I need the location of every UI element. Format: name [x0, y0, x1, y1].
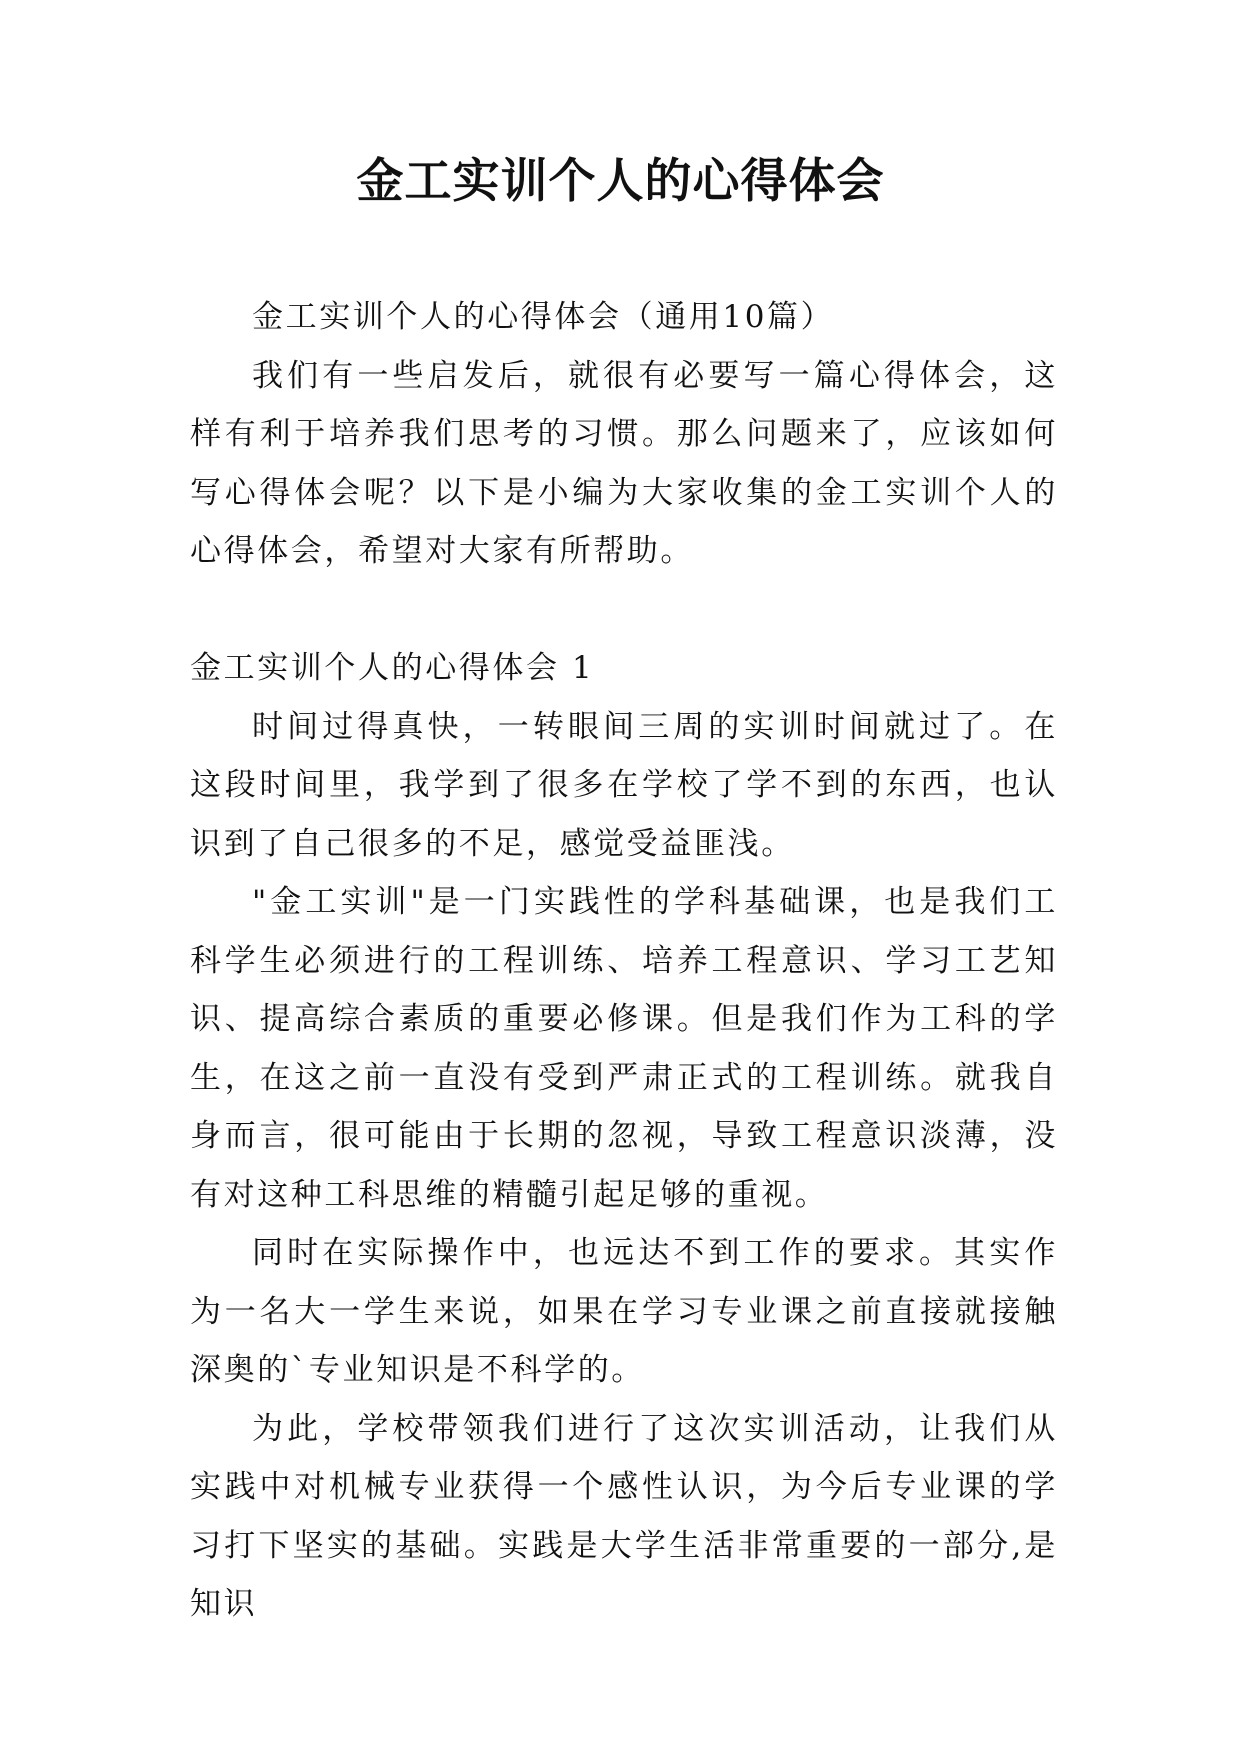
body-paragraph: 同时在实际操作中，也远达不到工作的要求。其实作为一名大一学生来说，如果在学习专业课之前直接就接触深奥的`专业知识是不科学的。	[190, 1235, 1058, 1388]
subtitle-paragraph: 金工实训个人的心得体会（通用10篇）	[252, 299, 835, 335]
body-paragraph: "金工实训"是一门实践性的学科基础课，也是我们工科学生必须进行的工程训练、培养工程意识、学习工艺知识、提高综合素质的重要必修课。但是我们作为工科的学生，在这之前一直没有受到严肃正式的工程训练。就我自身而言，很可能由于长期的忽视，导致工程意识淡薄，没有对这种工科思维的精髓引起足够的重视。	[190, 884, 1058, 1213]
body-paragraph: 时间过得真快，一转眼间三周的实训时间就过了。在这段时间里，我学到了很多在学校了学不到的东西，也认识到了自己很多的不足，感觉受益匪浅。	[190, 708, 1058, 862]
document-title: 金工实训个人的心得体会	[356, 154, 885, 209]
body-paragraph: 为此，学校带领我们进行了这次实训活动，让我们从实践中对机械专业获得一个感性认识，为今后专业课的学习打下坚实的基础。实践是大学生活非常重要的一部分,是知识	[190, 1410, 1058, 1622]
document-body	[190, 288, 1058, 1634]
section-heading: 金工实训个人的心得体会 1	[190, 650, 595, 686]
paragraph-spacer	[190, 581, 1058, 640]
intro-paragraph: 我们有一些启发后，就很有必要写一篇心得体会，这样有利于培养我们思考的习惯。那么问题来了，应该如何写心得体会呢？以下是小编为大家收集的金工实训个人的心得体会，希望对大家有所帮助。	[190, 357, 1058, 569]
